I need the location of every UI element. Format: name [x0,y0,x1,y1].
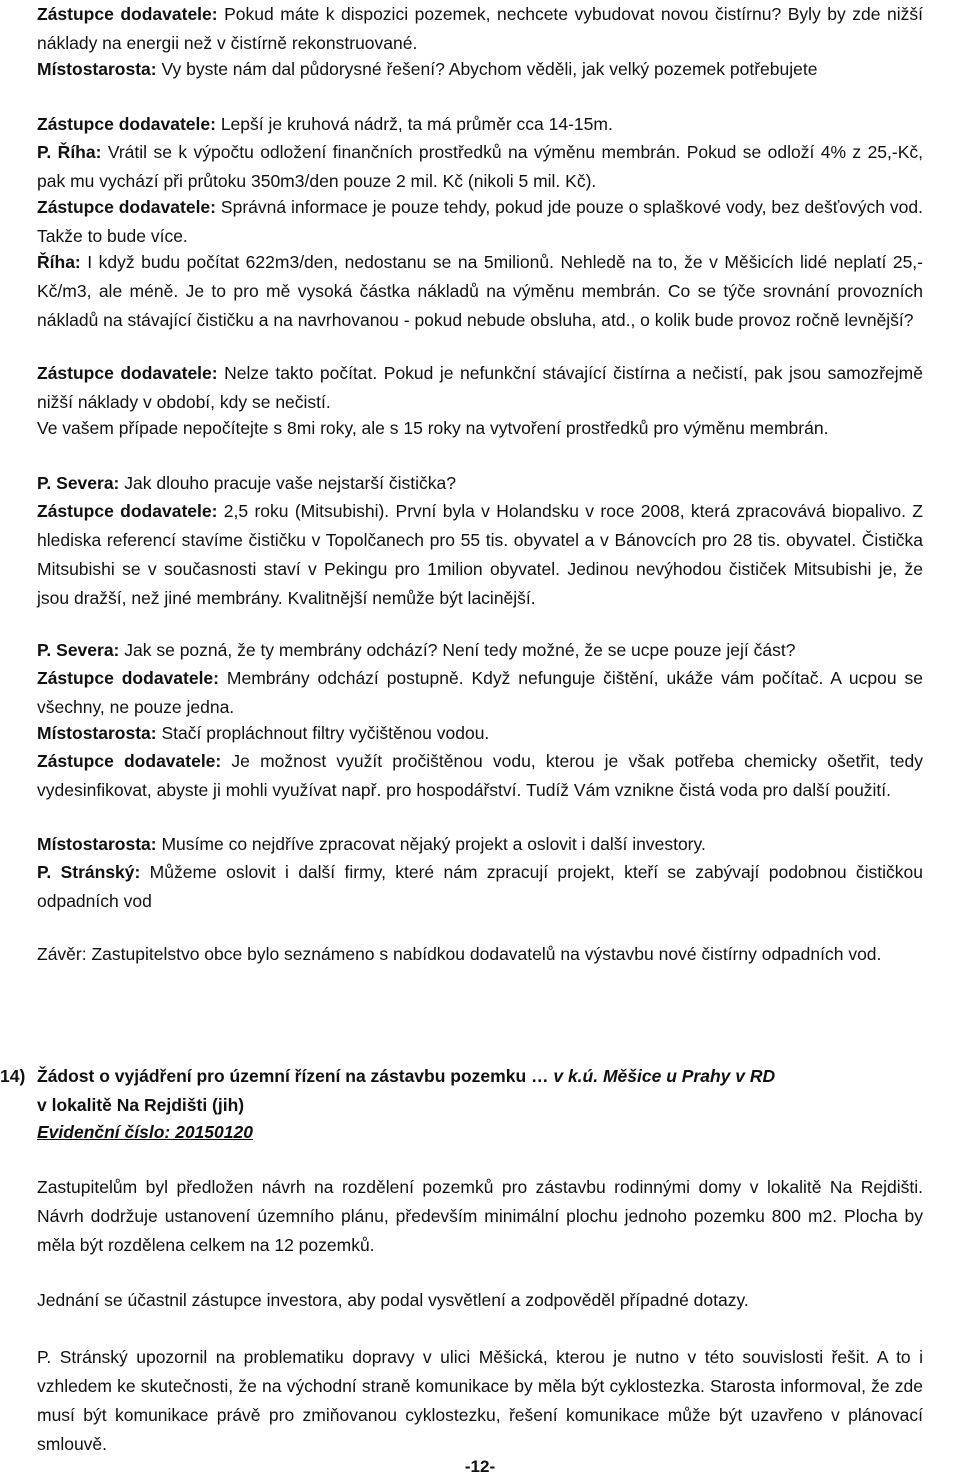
dialogue-text: Lepší je kruhová nádrž, ta má průměr cca 14-15m. [215,114,613,134]
section-number: 14) [0,1066,26,1086]
speaker-label: P. Říha: [37,142,102,162]
speaker-label: Místostarosta: [37,59,157,79]
section-title-line2: v lokalitě Na Rejdišti (jih) [37,1095,245,1115]
speaker-label: Zástupce dodavatele: [37,751,222,771]
dialogue-text: Správná informace je pouze tehdy, pokud jde pouze o splaškové vody, bez dešťových vod. Takže to bude více. [37,197,923,246]
conclusion-paragraph: Závěr: Zastupitelstvo obce bylo seznámeno s nabídkou dodavatelů na výstavbu nové čistírny odpadních vod. [37,944,882,964]
body-paragraph: P. Stránský upozornil na problematiku dopravy v ulici Měšická, kterou je nutno v této souvislosti řešit. A to i vzhledem ke skutečnosti, že na východní straně komunikace by měla být cyklostezka. Starosta informoval, že zde musí být komunikace právě pro zmiňovanou cyklostezku, řešení komunikace může být uzavřeno v plánovací smlouvě. [37,1347,923,1454]
dialogue-paragraph [37,858,923,916]
dialogue-paragraph [37,55,923,84]
dialogue-paragraph [37,664,923,722]
dialogue-paragraph [37,359,923,417]
dialogue-paragraph [37,469,923,498]
dialogue-text: Stačí propláchnout filtry vyčištěnou vodou. [156,723,490,743]
speaker-label: Zástupce dodavatele: [37,114,216,134]
speaker-label: P. Severa: [37,473,120,493]
dialogue-text: Nelze takto počítat. Pokud je nefunkční stávající čistírna a nečistí, pak jsou samozřejmě nižší náklady v období, kdy se nečistí. [37,363,923,412]
section-title-location: v k.ú. Měšice u Prahy v RD [553,1066,776,1086]
dialogue-text: Ve vašem případe nepočítejte s 8mi roky, ale s 15 roky na vytvoření prostředků pro výměnu membrán. [37,418,829,438]
dialogue-text: Jak se pozná, že ty membrány odchází? Není tedy možné, že se ucpe pouze její část? [119,640,796,660]
dialogue-text: Musíme co nejdříve zpracovat nějaký projekt a oslovit i další investory. [156,834,706,854]
dialogue-paragraph [37,0,923,58]
dialogue-text: Pokud máte k dispozici pozemek, nechcete vybudovat novou čistírnu? Byly by zde nižší náklady na energii než v čistírně rekonstruované. [37,4,923,53]
speaker-label: Místostarosta: [37,834,157,854]
speaker-label: Říha: [37,252,81,272]
dialogue-text: I když budu počítat 622m3/den, nedostanu se na 5milionů. Nehledě na to, že v Měšicích lidé neplatí 25,-Kč/m3, ale méně. Je to pro mě vysoká částka nákladů na výměnu membrán. Co se týče srovnání provozních nákladů na stávající čističku a na navrhovanou - pokud nebude obsluha, atd., o kolik bude provoz ročně levnější? [37,252,923,330]
dialogue-text: Membrány odchází postupně. Když nefunguje čištění, ukáže vám počítač. A ucpou se všechny, ne pouze jedna. [37,668,923,717]
dialogue-paragraph [37,414,923,443]
dialogue-paragraph [37,248,923,335]
dialogue-text: Vy byste nám dal půdorysné řešení? Abychom věděli, jak velký pozemek potřebujete [156,59,818,79]
section-title-main: Žádost o vyjádření pro územní řízení na zástavbu pozemku … [37,1066,554,1086]
speaker-label: Zástupce dodavatele: [37,4,218,24]
section-title [37,1062,960,1120]
speaker-label: Zástupce dodavatele: [37,363,218,383]
dialogue-text: Je možnost využít pročištěnou vodu, kterou je však potřeba chemicky ošetřit, tedy vydesinfikovat, abyste ji mohli využívat např. pro hospodářství. Tudíž Vám vznikne čistá voda pro další použití. [37,751,923,800]
dialogue-paragraph [37,830,923,859]
dialogue-text: Můžeme oslovit i další firmy, které nám zpracují projekt, kteří se zabývají podobnou čističkou odpadních vod [37,862,924,911]
dialogue-paragraph [37,747,923,805]
dialogue-text: Jak dlouho pracuje vaše nejstarší čistička? [119,473,456,493]
dialogue-paragraph [37,636,923,665]
evidence-number: Evidenční číslo: 20150120 [37,1122,253,1142]
speaker-label: P. Severa: [37,640,120,660]
speaker-label: Zástupce dodavatele: [37,668,219,688]
speaker-label: Zástupce dodavatele: [37,501,218,521]
speaker-label: Místostarosta: [37,723,157,743]
dialogue-text: Vrátil se k výpočtu odložení finančních prostředků na výměnu membrán. Pokud se odloží 4% z 25,-Kč, pak mu vychází při průtoku 350m3/den pouze 2 mil. Kč (nikoli 5 mil. Kč). [37,142,924,191]
dialogue-paragraph [37,138,923,196]
dialogue-paragraph [37,110,923,139]
body-paragraph: Zastupitelům byl předložen návrh na rozdělení pozemků pro zástavbu rodinnými domy v lokalitě Na Rejdišti. Návrh dodržuje ustanovení územního plánu, především minimální plochu jednoho pozemku 800 m2. Plocha by měla být rozdělena celkem na 12 pozemků. [37,1177,923,1255]
body-paragraph: Jednání se účastnil zástupce investora, aby podal vysvětlení a zodpověděl případné dotazy. [37,1290,749,1310]
speaker-label: P. Stránský: [37,862,141,882]
dialogue-paragraph [37,719,923,748]
page-number: -12- [464,1457,496,1476]
dialogue-paragraph [37,193,923,251]
dialogue-paragraph [37,497,923,613]
dialogue-text: 2,5 roku (Mitsubishi). První byla v Holandsku v roce 2008, která zpracovává biopalivo. Z hlediska referencí stavíme čističku v Topolčanech pro 55 tis. obyvatel a v Bánovcích pro 28 tis. obyvatel. Čistička Mitsubishi se v současnosti staví v Pekingu pro 1milion obyvatel. Jedinou nevýhodou čističek Mitsubishi je, že jsou dražší, než jiné membrány. Kvalitnější nemůže být lacinější. [37,501,923,608]
speaker-label: Zástupce dodavatele: [37,197,216,217]
